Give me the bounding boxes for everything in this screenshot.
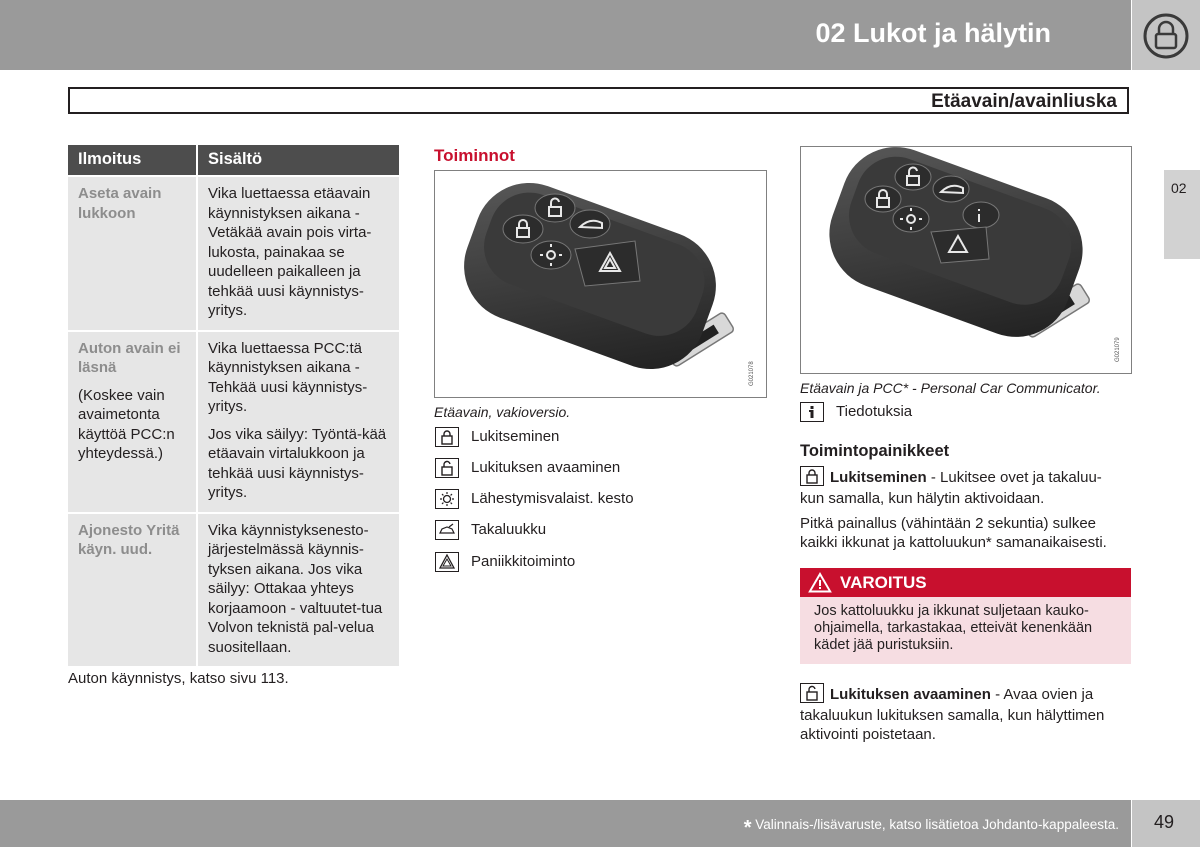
pcc-key-image: [801, 147, 1131, 373]
chapter-tab-label: 02: [1171, 180, 1187, 196]
chapter-title: 02 Lukot ja hälytin: [815, 18, 1051, 48]
legend-label: Takaluukku: [471, 521, 547, 538]
lock-title: Lukitseminen: [830, 469, 927, 486]
table-header-content: Sisältö: [197, 145, 399, 176]
message-content: Vika luettaessa etäavain käynnistyksen aikana - Vetäkää avain pois virta-lukosta, painakaa se uudelleen paikalleen ja tehkää uusi käynnistys-yritys.: [208, 185, 372, 319]
lock-text-2: kun samalla, kun hälytin aktivoidaan.: [800, 490, 1045, 507]
legend-item-approach-light: [435, 489, 634, 511]
table-cell-message: [68, 331, 197, 513]
pcc-key-figure: [800, 146, 1132, 374]
table-row: [68, 513, 399, 667]
message-name: Ajonesto Yritä käyn. uud.: [78, 521, 180, 558]
section-bar: [68, 87, 1129, 114]
message-name: Auton avain ei läsnä: [78, 339, 181, 376]
chapter-icon-box: [1132, 0, 1200, 70]
section-title: Etäavain/avainliuska: [931, 91, 1117, 112]
long-press-description: [800, 514, 1107, 552]
long-press-text-1: Pitkä painallus (vähintään 2 sekuntia) sulkee: [800, 515, 1097, 532]
message-note: (Koskee vain avaimetonta käyttöä PCC:n yhteydessä.): [78, 386, 175, 462]
unlock-description: [800, 683, 1135, 744]
legend-item-lock: [435, 427, 559, 449]
table-header-row: [68, 145, 399, 176]
figure-code: G021079: [1115, 337, 1121, 362]
hazard-icon: [435, 552, 459, 572]
table-cell-content: [197, 513, 399, 667]
remote-key-figure: [434, 170, 767, 398]
figure-code: G021078: [749, 361, 755, 386]
footnote-asterisk: *: [743, 817, 752, 839]
header-bar: [0, 0, 1131, 70]
warning-text: Jos kattoluukku ja ikkunat suljetaan kauko-ohjaimella, tarkastakaa, etteivät kenenkään kädet jää puristuksiin.: [800, 597, 1131, 664]
lock-description: [800, 466, 1135, 508]
message-name: Aseta avain lukkoon: [78, 185, 162, 222]
table-cell-content: [197, 331, 399, 513]
unlock-text: - Avaa ovien ja: [990, 686, 1094, 703]
long-press-text-2: kaikki ikkunat ja kattoluukun* samanaikaisesti.: [800, 534, 1107, 551]
lock-icon: [435, 427, 459, 447]
page-number: 49: [1154, 812, 1175, 832]
table-cell-content: [197, 176, 399, 331]
chapter-tab: [1164, 170, 1200, 259]
legend-item-unlock: [435, 458, 620, 480]
legend-label: Paniikkitoiminto: [471, 553, 576, 570]
message-content: Vika käynnistyksenesto-järjestelmässä käynnis-tyksen aikana. Jos vika säilyy: Ottakaa yhteys korjaamoon - valtuutet-tua Volvon teknistä pal-velua suositellaan.: [208, 521, 383, 656]
figure-caption-standard: Etäavain, vakioversio.: [434, 404, 571, 420]
reference-note: Auton käynnistys, katso sivu 113.: [68, 670, 289, 687]
legend-item-tailgate: [435, 520, 546, 542]
lock-icon: [800, 466, 824, 486]
figure-caption-pcc: Etäavain ja PCC* - Personal Car Communicator.: [800, 380, 1101, 396]
buttons-heading: Toimintopainikkeet: [800, 442, 950, 460]
footer-bar: [0, 800, 1131, 847]
page-number-box: [1132, 800, 1200, 847]
functions-heading: Toiminnot: [434, 146, 515, 165]
remote-key-image: [435, 171, 766, 397]
lock-text: - Lukitsee ovet ja takaluu-: [926, 469, 1102, 486]
unlock-text-3: aktivointi poistetaan.: [800, 726, 936, 743]
warning-header: [800, 568, 1131, 597]
warning-title: VAROITUS: [840, 573, 927, 592]
table-cell-message: [68, 176, 197, 331]
footnote-text: Valinnais-/lisävaruste, katso lisätietoa Johdanto-kappaleesta.: [751, 817, 1119, 832]
unlock-title: Lukituksen avaaminen: [830, 686, 991, 703]
legend-label: Lähestymisvalaist. kesto: [471, 490, 634, 507]
info-icon: [800, 402, 824, 422]
footer-note: [744, 817, 1119, 840]
legend-label: Tiedotuksia: [836, 403, 913, 420]
table-header-message: Ilmoitus: [68, 145, 197, 176]
legend-item-info: [800, 402, 912, 424]
unlock-icon: [800, 683, 824, 703]
legend-label: Lukituksen avaaminen: [471, 459, 621, 476]
message-table: [68, 145, 399, 666]
legend-item-panic: [435, 552, 575, 574]
message-content-extra: Jos vika säilyy: Työntä-kää etäavain virtalukkoon ja tehkää uusi käynnistys-yritys.: [208, 425, 387, 501]
unlock-icon: [435, 458, 459, 478]
warning-triangle-icon: [808, 572, 832, 593]
legend-label: Lukitseminen: [471, 428, 560, 445]
table-row: [68, 331, 399, 513]
message-content: Vika luettaessa PCC:tä käynnistyksen aikana - Tehkää uusi käynnistys-yritys.: [208, 339, 368, 415]
approach-light-icon: [435, 489, 459, 509]
table-row: [68, 176, 399, 331]
unlock-text-2: takaluukun lukituksen samalla, kun hälyttimen: [800, 707, 1105, 724]
padlock-icon: [1143, 13, 1189, 59]
table-cell-message: [68, 513, 197, 667]
tailgate-icon: [435, 520, 459, 540]
